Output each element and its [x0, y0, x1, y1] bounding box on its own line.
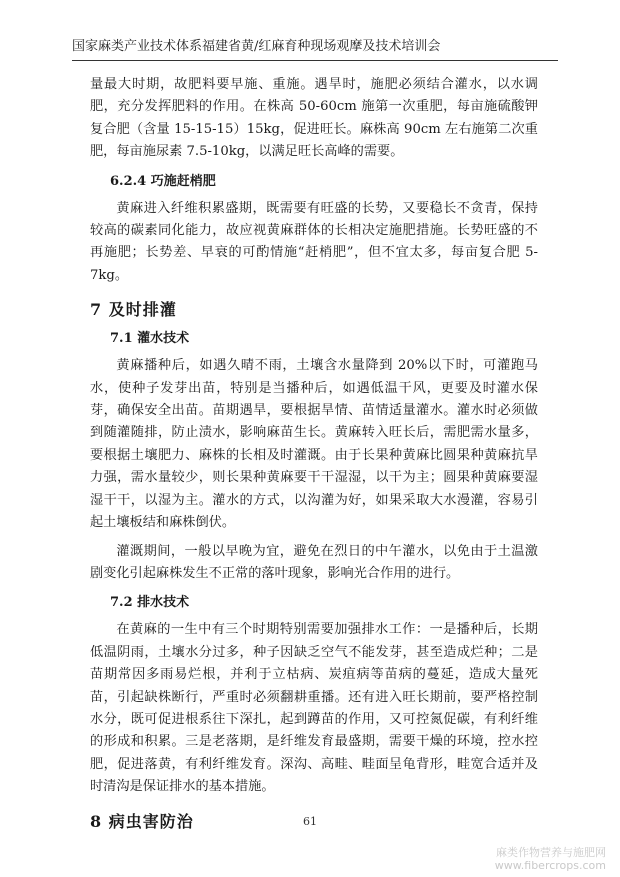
- section-7-1-paragraph-1: 黄麻播种后，如遇久晴不雨，土壤含水量降到 20%以下时，可灌跑马水，使种子发芽出苗，特别是当播种后，如遇低温干风，更要及时灌水保芽，确保安全出苗。苗期遇旱，要根据旱情、苗情适量灌水。灌水时必须做到随灌随排，防止渍水，影响麻苗生长。黄麻转入旺长后，需肥需水量多，要根据土壤肥力、麻株的长相及时灌溉。由于长果种黄麻比圆果种黄麻抗旱力强，需水量较少，则长果种黄麻要干干湿湿，以干为主；圆果种黄麻要湿湿干干，以湿为主。灌水的方式，以沟灌为好，如果采取大水漫灌，容易引起土壤板结和麻株倒伏。: [90, 358, 538, 531]
- section-7-1-heading: 7.1 灌水技术: [110, 331, 190, 347]
- running-header: 国家麻类产业技术体系福建省黄/红麻育种现场观摩及技术培训会: [72, 39, 441, 54]
- watermark-line-1: 麻类作物营养与施肥网: [496, 846, 606, 859]
- section-7-1-paragraph-2: 灌溉期间，一般以早晚为宜，避免在烈日的中午灌水，以免由于土温激剧变化引起麻株发生不正常的落叶现象，影响光合作用的进行。: [90, 543, 538, 581]
- section-6-2-4-paragraph: 黄麻进入纤维积累盛期，既需要有旺盛的长势，又要稳长不贪青，保持较高的碳素同化能力，故应视黄麻群体的长相决定施肥措施。长势旺盛的不再施肥；长势差、早衰的可酌情施“赶梢肥”，但不宜太多，每亩复合肥 5-7kg。: [90, 200, 538, 283]
- section-7-2-heading: 7.2 排水技术: [110, 595, 190, 611]
- section-8-heading: 8 病虫害防治: [90, 811, 194, 831]
- page-content: [90, 74, 538, 841]
- site-watermark: [495, 846, 606, 872]
- section-7-heading: 7 及时排灌: [90, 300, 177, 320]
- section-7-2-paragraph: 在黄麻的一生中有三个时期特别需要加强排水工作：一是播种后，长期低温阴雨，土壤水分过多，种子因缺乏空气不能发芽，甚至造成烂种；二是苗期常因多雨易烂根，并利于立枯病、炭疽病等苗病的蔓延，造成大量死苗，引起缺株断行，严重时必须翻耕重播。还有进入旺长期前，要严格控制水分，既可促进根系往下深扎，起到蹲苗的作用，又可控氮促碳，有利纤维的形成和积累。三是老落期，是纤维发育最盛期，需要干燥的环境，控水控肥，促进落黄，有利纤维发育。深沟、高畦、畦面呈龟背形，畦宽合适并及时清沟是保证排水的基本措施。: [90, 622, 538, 795]
- intro-paragraph: 量最大时期，故肥料要早施、重施。遇旱时，施肥必须结合灌水，以水调肥，充分发挥肥料的作用。在株高 50-60cm 施第一次重肥，每亩施硫酸钾复合肥（含量 15-15-15）15kg，促进旺长。麻株高 90cm 左右施第二次重肥，每亩施尿素 7.5-10kg，以满足旺长高峰的需要。: [90, 77, 538, 160]
- header-rule: [72, 60, 558, 61]
- watermark-line-2: www.fibercrops.com: [494, 859, 606, 872]
- section-6-2-4-heading: 6.2.4 巧施赶梢肥: [110, 173, 216, 189]
- page-number: 61: [303, 815, 317, 828]
